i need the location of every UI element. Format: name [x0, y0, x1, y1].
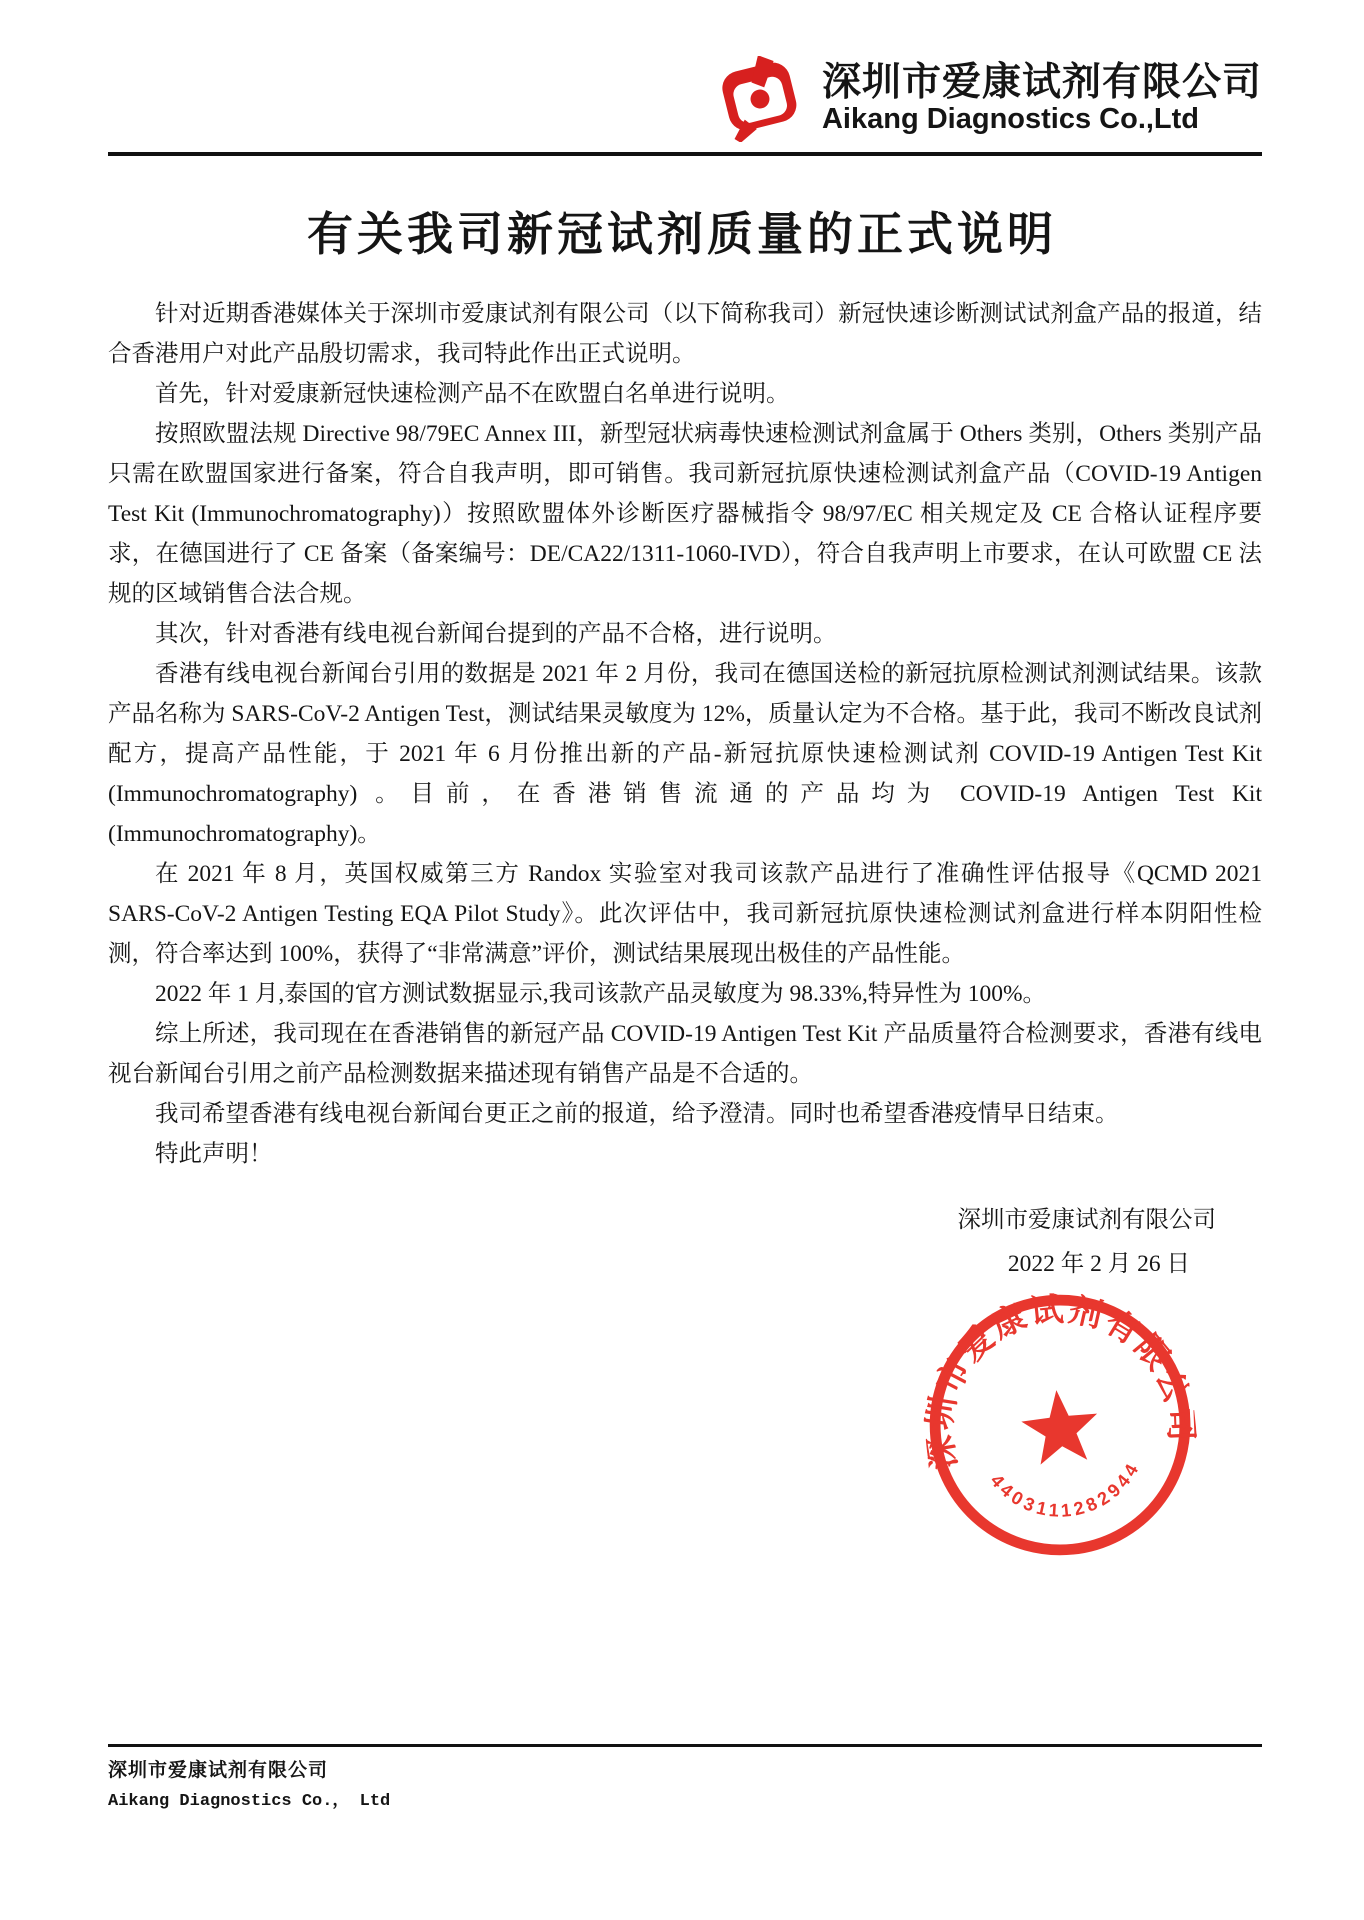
header-divider: [108, 152, 1262, 156]
body-paragraph: 其次，针对香港有线电视台新闻台提到的产品不合格，进行说明。: [155, 621, 837, 647]
footer-divider: [108, 1744, 1262, 1747]
seal-star-icon: [1018, 1386, 1101, 1466]
body-paragraph: 针对近期香港媒体关于深圳市爱康试剂有限公司（以下简称我司）新冠快速诊断测试试剂盒产品的报道，结合香港用户对此产品殷切需求，我司特此作出正式说明。: [108, 301, 1262, 367]
svg-text:4403111282944: [985, 1456, 1149, 1529]
svg-text:深圳市爱康试剂有限公司: [912, 1278, 1202, 1472]
footer-company-name-cn: 深圳市爱康试剂有限公司: [108, 1760, 329, 1781]
document-body: [0, 294, 1364, 1174]
header-company-name-cn: 深圳市爱康试剂有限公司: [821, 61, 1262, 105]
body-paragraph: 2022 年 1 月,泰国的官方测试数据显示,我司该款产品灵敏度为 98.33%,特异性为 100%。: [155, 981, 1047, 1007]
seal-ring-text: 深圳市爱康试剂有限公司: [921, 1290, 1200, 1472]
body-paragraph: 特此声明！: [155, 1141, 273, 1167]
letterhead: [0, 0, 1364, 156]
body-paragraph: 在 2021 年 8 月，英国权威第三方 Randox 实验室对我司该款产品进行了准确性评估报导《QCMD 2021 SARS-CoV-2 Antigen Testing EQA Pilot Study》。此次评估中，我司新冠抗原快速检测试剂盒进行样本阴阳性检测，符合率达到 100%，获得了“非常满意”评价，测试结果展现出极佳的产品性能。: [108, 861, 1262, 967]
footer-company-name-en: Aikang Diagnostics Co.， Ltd: [108, 1792, 391, 1811]
page-footer: [108, 1744, 1262, 1811]
header-company-name-en: Aikang Diagnostics Co.,Ltd: [821, 103, 1200, 136]
company-seal-stamp: [912, 1277, 1209, 1574]
document-title: 有关我司新冠试剂质量的正式说明: [307, 209, 1057, 260]
body-paragraph: 首先，针对爱康新冠快速检测产品不在欧盟白名单进行说明。: [155, 381, 790, 407]
body-paragraph: 按照欧盟法规 Directive 98/79EC Annex III，新型冠状病毒快速检测试剂盒属于 Others 类别，Others 类别产品只需在欧盟国家进行备案，符合自我声明，即可销售。我司新冠抗原快速检测试剂盒产品（COVID-19 Antigen Test Kit (Immunochromatography)）按照欧盟体外诊断医疗器械指令 98/97/EC 相关规定及 CE 合格认证程序要求，在德国进行了 CE 备案（备案编号：DE/CA22/1311-1060-IVD），符合自我声明上市要求，在认可欧盟 CE 法规的区域销售合法合规。: [108, 421, 1262, 607]
seal-ring: [923, 1288, 1197, 1562]
body-paragraph: 我司希望香港有线电视台新闻台更正之前的报道，给予澄清。同时也希望香港疫情早日结束。: [155, 1101, 1119, 1127]
signature-date: 2022 年 2 月 26 日: [1007, 1251, 1190, 1277]
body-paragraph: 香港有线电视台新闻台引用的数据是 2021 年 2 月份，我司在德国送检的新冠抗原检测试剂测试结果。该款产品名称为 SARS-CoV-2 Antigen Test，测试结果灵敏度为 12%，质量认定为不合格。基于此，我司不断改良试剂配方，提高产品性能，于 2021 年 6 月份推出新的产品-新冠抗原快速检测试剂 COVID-19 Antigen Test Kit (Immunochromatography) 。目前，在香港销售流通的产品均为 COVID-19 Antigen Test Kit (Immunochromatography)。: [108, 661, 1262, 847]
signature-block: [0, 1198, 1364, 1286]
body-paragraph: 综上所述，我司现在在香港销售的新冠产品 COVID-19 Antigen Test Kit 产品质量符合检测要求，香港有线电视台新闻台引用之前产品检测数据来描述现有销售产品是不合适的。: [108, 1021, 1262, 1087]
seal-number: 4403111282944: [986, 1457, 1145, 1521]
signature-company: 深圳市爱康试剂有限公司: [957, 1207, 1216, 1233]
aikang-logo-icon: [708, 56, 812, 142]
